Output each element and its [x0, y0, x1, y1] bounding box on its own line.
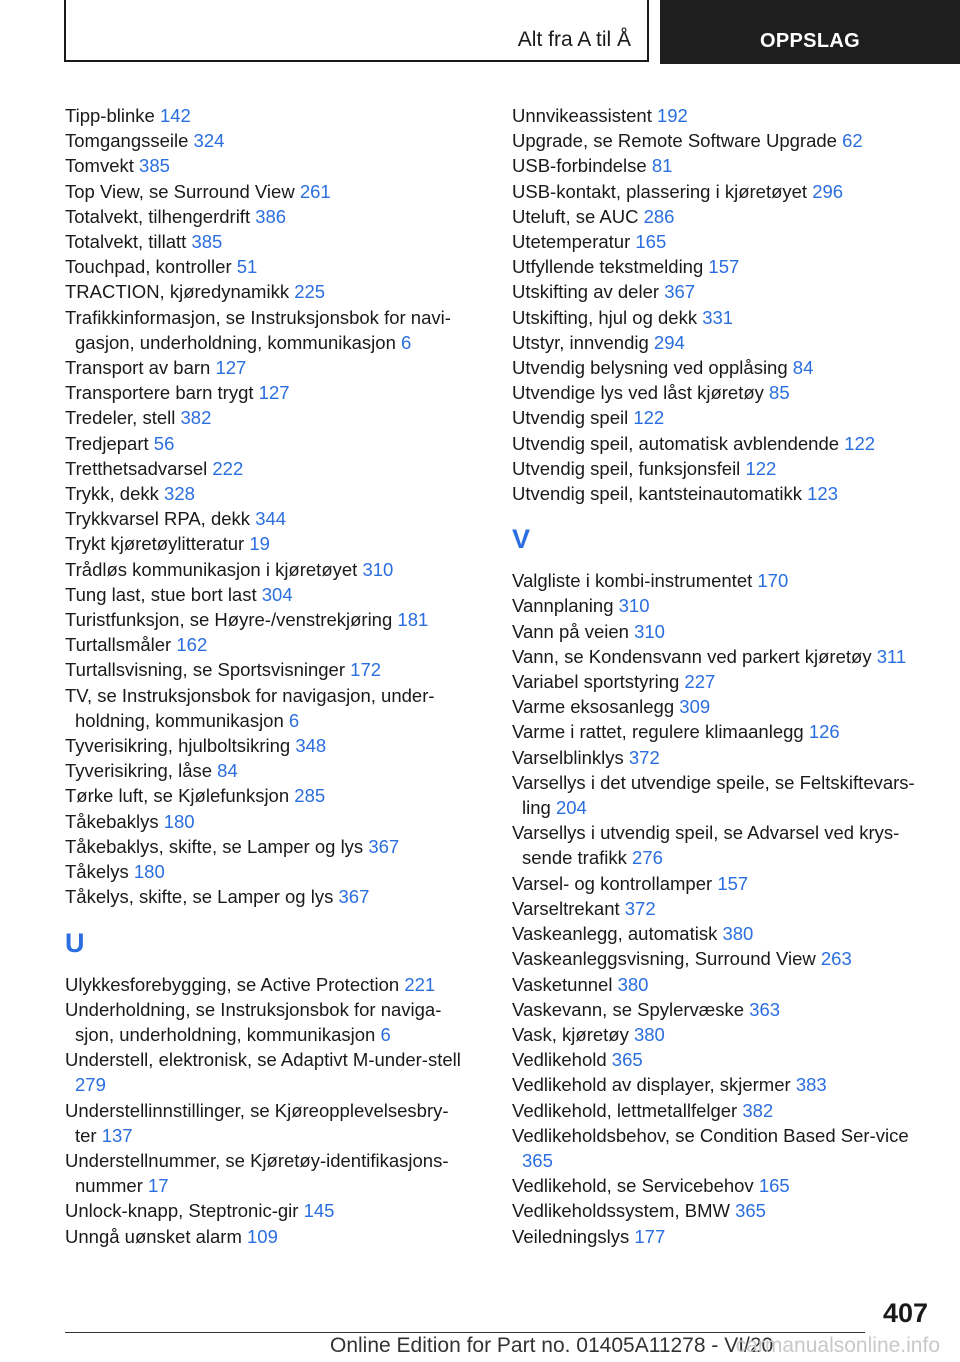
- index-entry: [512, 896, 932, 921]
- page-reference-link[interactable]: 285: [294, 785, 326, 807]
- index-entry: [512, 229, 932, 254]
- index-entry-text: Totalvekt, tillatt: [65, 231, 187, 253]
- page-reference-link[interactable]: 6: [401, 331, 412, 353]
- page-reference-link[interactable]: 84: [792, 357, 814, 379]
- index-entry-text: Unlock-knapp, Steptronic-gir: [65, 1200, 299, 1222]
- page-reference-link[interactable]: 122: [844, 432, 876, 454]
- page-reference-link[interactable]: 310: [618, 595, 650, 617]
- index-entry: [512, 1224, 932, 1249]
- index-entry-text: Utstyr, innvendig: [512, 331, 649, 353]
- index-entry: [512, 355, 932, 380]
- page-reference-link[interactable]: 127: [215, 357, 247, 379]
- page-reference-link[interactable]: 367: [368, 835, 400, 857]
- index-entry: [65, 128, 465, 153]
- page-reference-link[interactable]: 81: [651, 155, 673, 177]
- page-reference-link[interactable]: 192: [656, 105, 688, 126]
- page-reference-link[interactable]: 372: [628, 746, 660, 768]
- index-entry: [65, 531, 465, 556]
- index-entry: [512, 997, 932, 1022]
- index-entry-text: Vedlikeholdssystem, BMW: [512, 1200, 730, 1222]
- index-entry-text: Veiledningslys: [512, 1225, 630, 1247]
- index-entry: [512, 330, 932, 355]
- index-entry-text: Turtallsvisning, se Sportsvisninger: [65, 659, 346, 681]
- page-reference-link[interactable]: 180: [163, 810, 195, 832]
- index-entry: [65, 683, 465, 733]
- page-reference-link[interactable]: 385: [191, 231, 223, 253]
- index-entry-text: Tåkebaklys: [65, 810, 159, 832]
- index-entry: [512, 405, 932, 430]
- page-reference-link[interactable]: 365: [522, 1149, 553, 1171]
- index-entry-text: Utskifting av deler: [512, 281, 660, 303]
- index-entry: [512, 1098, 932, 1123]
- page-reference-link[interactable]: 261: [299, 180, 331, 202]
- page-reference-link[interactable]: 276: [632, 847, 663, 869]
- index-entry: [512, 1022, 932, 1047]
- page-reference-link[interactable]: 263: [820, 948, 852, 970]
- index-entry-text: Trådløs kommunikasjon i kjøretøyet: [65, 558, 358, 580]
- index-entry: [65, 103, 465, 128]
- index-entry: [65, 582, 465, 607]
- index-entry-text: Transport av barn: [65, 357, 211, 379]
- index-entry: [65, 305, 465, 355]
- index-entry: [65, 204, 465, 229]
- index-entry: [65, 607, 465, 632]
- index-entry-text: Vedlikehold, se Servicebehov: [512, 1175, 754, 1197]
- index-entry: [65, 783, 465, 808]
- index-entry-text: Unngå uønsket alarm: [65, 1225, 242, 1247]
- page-reference-link[interactable]: 123: [807, 483, 838, 505]
- index-entry-text: Utvendig speil: [512, 407, 629, 429]
- page-reference-link[interactable]: 365: [611, 1049, 643, 1071]
- page-reference-link[interactable]: 363: [749, 998, 781, 1020]
- index-entry: [512, 568, 932, 593]
- index-entry: [65, 859, 465, 884]
- index-entry: [512, 279, 932, 304]
- page-reference-link[interactable]: 127: [258, 382, 290, 404]
- index-entry-text: Tåkelys: [65, 861, 129, 883]
- index-entry: [512, 593, 932, 618]
- page-reference-link[interactable]: 142: [159, 105, 191, 126]
- index-entry-text: Tørke luft, se Kjølefunksjon: [65, 785, 290, 807]
- page-reference-link[interactable]: 382: [742, 1099, 774, 1121]
- page-reference-link[interactable]: 328: [164, 483, 195, 505]
- index-entry-text: Turistfunksjon, se Høyre-/venstrekjøring: [65, 609, 393, 631]
- index-entry: [512, 456, 932, 481]
- index-entry: [512, 103, 932, 128]
- index-entry-text: Upgrade, se Remote Software Upgrade: [512, 130, 837, 152]
- page-reference-link[interactable]: 310: [634, 620, 665, 642]
- index-entry-text: Vedlikehold av displayer, skjermer: [512, 1074, 791, 1096]
- index-entry-text: Tåkebaklys, skifte, se Lamper og lys: [65, 835, 364, 857]
- page-reference-link[interactable]: 344: [255, 508, 287, 530]
- index-entry: [65, 758, 465, 783]
- index-entry: [512, 1173, 932, 1198]
- index-entry-text: Utvendig belysning ved opplåsing: [512, 357, 788, 379]
- index-entry-text: Varsellys i det utvendige speile, se Feltskiftevars-ling: [512, 771, 915, 819]
- page-reference-link[interactable]: 221: [404, 973, 436, 995]
- index-entry-text: TV, se Instruksjonsbok for navigasjon, under-holdning, kommunikasjon: [65, 684, 435, 731]
- index-entry-text: Transportere barn trygt: [65, 382, 254, 404]
- index-entry: [512, 669, 932, 694]
- chapter-tab-label: OPPSLAG: [760, 30, 860, 52]
- page-reference-link[interactable]: 294: [653, 331, 685, 353]
- index-entry: [65, 834, 465, 859]
- index-entry-text: Top View, se Surround View: [65, 180, 295, 202]
- index-entry: [512, 745, 932, 770]
- index-entry-text: Vedlikeholdsbehov, se Condition Based Ser-vice: [512, 1124, 909, 1146]
- page-reference-link[interactable]: 17: [148, 1175, 169, 1197]
- footer-divider: [65, 1332, 865, 1333]
- index-entry: [512, 1072, 932, 1097]
- page-reference-link[interactable]: 51: [236, 256, 258, 278]
- index-entry-text: Utskifting, hjul og dekk: [512, 306, 698, 328]
- index-entry: [65, 972, 465, 997]
- page-reference-link[interactable]: 172: [350, 659, 382, 681]
- index-entry-text: Unnvikeassistent: [512, 105, 652, 126]
- index-entry: [512, 644, 932, 669]
- index-entry: [512, 921, 932, 946]
- index-entry-text: Tredjepart: [65, 432, 149, 454]
- index-entry: [65, 456, 465, 481]
- page-reference-link[interactable]: 157: [708, 256, 740, 278]
- index-entry: [65, 254, 465, 279]
- index-entry-text: Tyverisikring, låse: [65, 760, 213, 782]
- index-entry: [65, 632, 465, 657]
- index-entry-text: Utvendige lys ved låst kjøretøy: [512, 382, 764, 404]
- index-entry: [65, 229, 465, 254]
- index-entry: [512, 179, 932, 204]
- index-entry-text: Tredeler, stell: [65, 407, 176, 429]
- index-entry: [512, 770, 932, 820]
- index-entry-text: USB-forbindelse: [512, 155, 647, 177]
- index-column-right: [512, 103, 932, 1249]
- edition-note: Online Edition for Part no. 01405A11278 - VI/20: [330, 1334, 774, 1357]
- index-entry-text: Vask, kjøretøy: [512, 1023, 629, 1045]
- page-reference-link[interactable]: 367: [338, 886, 370, 908]
- page-number: 407: [882, 1298, 928, 1328]
- index-entry-text: Tretthetsadvarsel: [65, 457, 208, 479]
- page-reference-link[interactable]: 122: [745, 457, 777, 479]
- index-entry-text: Varme eksosanlegg: [512, 696, 675, 718]
- index-entry: [65, 1224, 465, 1249]
- section-title: Alt fra A til Å: [517, 28, 631, 51]
- index-entry-text: USB-kontakt, plassering i kjøretøyet: [512, 180, 808, 202]
- page-reference-link[interactable]: 177: [634, 1225, 666, 1247]
- index-letter-heading: V: [512, 524, 531, 555]
- index-entry-text: Trykt kjøretøylitteratur: [65, 533, 245, 555]
- page-reference-link[interactable]: 181: [397, 609, 429, 631]
- index-entry-text: Vannplaning: [512, 595, 614, 617]
- page-reference-link[interactable]: 6: [288, 709, 300, 731]
- index-entry: [65, 997, 465, 1047]
- index-entry-text: TRACTION, kjøredynamikk: [65, 281, 290, 303]
- page-reference-link[interactable]: 165: [758, 1175, 790, 1197]
- index-entry-text: Trafikkinformasjon, se Instruksjonsbok for navi-gasjon, underholdning, kommunikasjon: [65, 306, 451, 353]
- index-entry: [512, 694, 932, 719]
- index-entry: [512, 719, 932, 744]
- page-reference-link[interactable]: 227: [684, 671, 716, 693]
- index-entry: [512, 820, 932, 870]
- index-entry: [65, 733, 465, 758]
- index-entry: [65, 506, 465, 531]
- index-entry: [512, 305, 932, 330]
- index-entry: [65, 279, 465, 304]
- page-reference-link[interactable]: 180: [133, 861, 165, 883]
- page-reference-link[interactable]: 165: [635, 231, 667, 253]
- page-reference-link[interactable]: 286: [643, 205, 675, 227]
- index-entry-text: Tyverisikring, hjulboltsikring: [65, 735, 291, 757]
- index-column-left: [65, 103, 465, 1249]
- page-reference-link[interactable]: 382: [180, 407, 212, 429]
- index-entry-text: Variabel sportstyring: [512, 671, 680, 693]
- index-entry-text: Utfyllende tekstmelding: [512, 256, 704, 278]
- page-reference-link[interactable]: 311: [876, 645, 907, 667]
- index-entry: [512, 871, 932, 896]
- watermark: carmanualsonline.info: [735, 1334, 940, 1357]
- index-entry-text: Vann, se Kondensvann ved parkert kjøretøy: [512, 645, 872, 667]
- index-entry: [65, 179, 465, 204]
- page-reference-link[interactable]: 85: [769, 382, 790, 404]
- index-entry-text: Varsel- og kontrollamper: [512, 872, 713, 894]
- index-entry-text: Utetemperatur: [512, 231, 631, 253]
- page-reference-link[interactable]: 385: [139, 155, 170, 177]
- index-entry-text: Understellnummer, se Kjøretøy-identifikasjons-nummer: [65, 1149, 449, 1197]
- page-reference-link[interactable]: 137: [101, 1124, 133, 1146]
- page-reference-link[interactable]: 348: [295, 735, 327, 757]
- index-entry-text: Trykkvarsel RPA, dekk: [65, 508, 251, 530]
- index-entry: [512, 431, 932, 456]
- index-entry: [65, 405, 465, 430]
- index-entry-text: Vaskeanlegg, automatisk: [512, 923, 718, 945]
- index-entry-text: Vann på veien: [512, 620, 629, 642]
- page-reference-link[interactable]: 310: [362, 558, 394, 580]
- page-reference-link[interactable]: 309: [679, 696, 711, 718]
- page-reference-link[interactable]: 383: [795, 1074, 827, 1096]
- index-entry-text: Utvendig speil, automatisk avblendende: [512, 432, 840, 454]
- index-entry-text: Turtallsmåler: [65, 634, 172, 656]
- page-reference-link[interactable]: 84: [217, 760, 238, 782]
- index-entry: [512, 380, 932, 405]
- index-entry-text: Understellinnstillinger, se Kjøreopplevelsesbry-ter: [65, 1099, 449, 1146]
- index-entry: [512, 128, 932, 153]
- page-reference-link[interactable]: 145: [303, 1200, 335, 1222]
- index-letter-heading: U: [65, 927, 85, 958]
- index-entry: [512, 619, 932, 644]
- index-entry: [65, 355, 465, 380]
- index-entry-text: Understell, elektronisk, se Adaptivt M-under-stell: [65, 1049, 461, 1071]
- page-reference-link[interactable]: 170: [757, 570, 789, 592]
- page-reference-link[interactable]: 56: [153, 432, 175, 454]
- page-reference-link[interactable]: 162: [176, 634, 208, 656]
- page-reference-link[interactable]: 19: [249, 533, 270, 555]
- section-header: [64, 0, 649, 62]
- index-entry-text: Tåkelys, skifte, se Lamper og lys: [65, 886, 334, 908]
- index-entry: [65, 809, 465, 834]
- index-entry: [512, 1047, 932, 1072]
- index-entry-text: Vaskeanleggsvisning, Surround View: [512, 948, 816, 970]
- index-entry-text: Tomvekt: [65, 155, 134, 177]
- index-entry-text: Utvendig speil, kantsteinautomatikk: [512, 483, 802, 505]
- index-entry-text: Vedlikehold, lettmetallfelger: [512, 1099, 738, 1121]
- index-entry-text: Varsellys i utvendig speil, se Advarsel ved krys-sende trafikk: [512, 822, 900, 869]
- index-entry: [65, 481, 465, 506]
- index-entry: [512, 153, 932, 178]
- page-reference-link[interactable]: 386: [255, 205, 287, 227]
- index-entry-text: Valgliste i kombi-instrumentet: [512, 570, 753, 592]
- index-entry-text: Tipp-blinke: [65, 105, 155, 126]
- page-reference-link[interactable]: 296: [812, 180, 844, 202]
- index-entry-text: Vaskevann, se Spylervæske: [512, 998, 745, 1020]
- index-entry: [512, 1123, 932, 1173]
- index-entry-text: Underholdning, se Instruksjonsbok for naviga-sjon, underholdning, kommunikasjon: [65, 998, 442, 1045]
- index-entry: [512, 946, 932, 971]
- index-entry: [65, 1148, 465, 1198]
- page-reference-link[interactable]: 304: [261, 583, 293, 605]
- index-entry-text: Trykk, dekk: [65, 483, 159, 505]
- index-entry-text: Tung last, stue bort last: [65, 583, 257, 605]
- index-entry: [65, 153, 465, 178]
- index-entry: [65, 884, 465, 909]
- index-entry: [512, 1198, 932, 1223]
- index-entry: [512, 972, 932, 997]
- index-entry-text: Ulykkesforebygging, se Active Protection: [65, 973, 400, 995]
- page-reference-link[interactable]: 126: [808, 721, 840, 743]
- page-reference-link[interactable]: 279: [75, 1074, 106, 1096]
- index-entry: [65, 1198, 465, 1223]
- index-entry: [65, 380, 465, 405]
- index-entry-text: Varselblinklys: [512, 746, 624, 768]
- page-reference-link[interactable]: 225: [294, 281, 326, 303]
- page-reference-link[interactable]: 157: [717, 872, 749, 894]
- page-reference-link[interactable]: 222: [212, 457, 244, 479]
- index-entry-text: Totalvekt, tilhengerdrift: [65, 205, 251, 227]
- page-reference-link[interactable]: 204: [555, 797, 587, 819]
- index-entry: [512, 481, 932, 506]
- index-entry-text: Tomgangsseile: [65, 130, 189, 152]
- index-entry: [65, 431, 465, 456]
- index-entry: [65, 657, 465, 682]
- index-entry: [65, 1098, 465, 1148]
- page-reference-link[interactable]: 324: [193, 130, 225, 152]
- page-reference-link[interactable]: 380: [617, 973, 649, 995]
- page-reference-link[interactable]: 62: [842, 130, 863, 152]
- page-reference-link[interactable]: 367: [664, 281, 696, 303]
- index-entry-text: Uteluft, se AUC: [512, 205, 639, 227]
- index-entry-text: Touchpad, kontroller: [65, 256, 232, 278]
- index-entry: [65, 557, 465, 582]
- page-reference-link[interactable]: 380: [633, 1023, 665, 1045]
- page-reference-link[interactable]: 109: [247, 1225, 278, 1247]
- chapter-tab: [660, 0, 960, 64]
- page-reference-link[interactable]: 380: [722, 923, 754, 945]
- page-reference-link[interactable]: 365: [735, 1200, 766, 1222]
- index-entry-text: Utvendig speil, funksjonsfeil: [512, 457, 741, 479]
- index-entry-text: Varseltrekant: [512, 897, 620, 919]
- index-entry-text: Varme i rattet, regulere klimaanlegg: [512, 721, 804, 743]
- index-entry: [65, 1047, 465, 1097]
- index-entry-text: Vedlikehold: [512, 1049, 607, 1071]
- page-reference-link[interactable]: 6: [380, 1023, 391, 1045]
- page-reference-link[interactable]: 331: [702, 306, 734, 328]
- index-entry: [512, 204, 932, 229]
- page-reference-link[interactable]: 372: [624, 897, 656, 919]
- index-entry: [512, 254, 932, 279]
- page-reference-link[interactable]: 122: [633, 407, 665, 429]
- index-entry-text: Vasketunnel: [512, 973, 613, 995]
